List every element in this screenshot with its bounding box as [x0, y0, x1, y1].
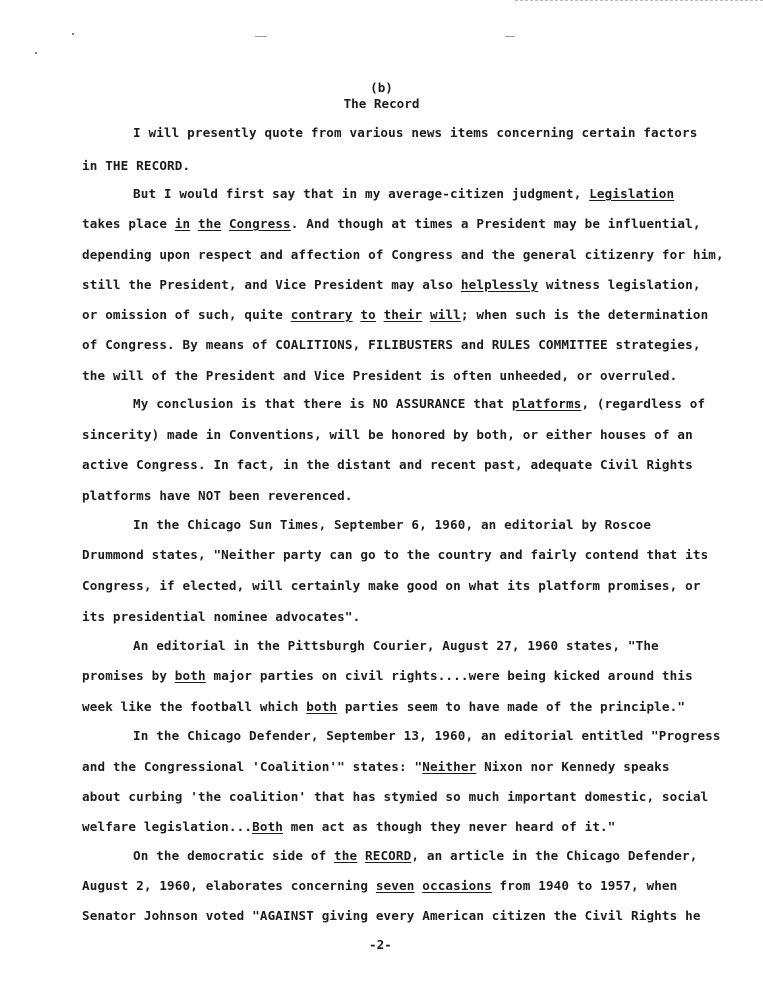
text-segment: active Congress. In fact, in the distant and recent past, adequate Civil Rights [82, 457, 693, 472]
text-segment: its presidential nominee advocates". [82, 609, 361, 624]
text-line [82, 699, 685, 714]
text-segment [357, 848, 365, 863]
text-line [82, 158, 190, 173]
text-segment: Drummond states, "Neither party can go to the country and fairly contend that its [82, 547, 709, 562]
text-segment: or omission of such, quite [82, 307, 291, 322]
text-line [82, 547, 708, 562]
text-segment: ; when such is the determination [460, 307, 709, 322]
text-segment [221, 216, 229, 231]
text-segment: On the democratic side of [133, 848, 335, 863]
text-segment: parties seem to have made of the principle." [337, 699, 686, 714]
text-line [82, 277, 701, 292]
text-segment [422, 307, 430, 322]
text-line [133, 638, 659, 653]
scan-speck [72, 33, 74, 35]
text-line [82, 307, 708, 322]
text-segment: An editorial in the Pittsburgh Courier, August 27, 1960 states, "The [133, 638, 659, 653]
text-segment: But I would first say that in my average-citizen judgment, [133, 186, 590, 201]
section-letter: (b) [370, 80, 393, 95]
text-segment: promises by [82, 668, 175, 683]
text-segment: In the Chicago Sun Times, September 6, 1960, an editorial by Roscoe [133, 517, 652, 532]
underlined-text: their [383, 307, 423, 322]
text-line [82, 488, 353, 503]
underlined-text: both [306, 699, 338, 714]
text-segment: about curbing 'the coalition' that has stymied so much important domestic, social [82, 789, 709, 804]
text-line [133, 517, 651, 532]
text-segment: Nixon nor Kennedy speaks [476, 759, 670, 774]
text-segment: witness legislation, [538, 277, 701, 292]
text-line [82, 759, 670, 774]
text-segment: . And though at times a President may be influential, [290, 216, 701, 231]
scan-speck [35, 52, 37, 54]
text-line [82, 908, 701, 923]
text-segment: My conclusion is that there is NO ASSURANCE that [133, 396, 512, 411]
text-segment: depending upon respect and affection of Congress and the general citizenry for him, [82, 247, 724, 262]
text-line [133, 186, 674, 201]
underlined-text: RECORD [364, 848, 412, 863]
text-segment: Congress, if elected, will certainly make good on what its platform promises, or [82, 578, 701, 593]
text-segment: In the Chicago Defender, September 13, 1960, an editorial entitled "Progress [133, 728, 721, 743]
underlined-text: platforms [511, 396, 582, 411]
top-dashed-border [515, 0, 763, 1]
text-segment: takes place [82, 216, 175, 231]
text-line [82, 609, 360, 624]
text-line [133, 125, 697, 140]
underlined-text: Neither [422, 759, 477, 774]
text-line [82, 789, 708, 804]
text-line [82, 216, 701, 231]
underlined-text: in [174, 216, 191, 231]
underlined-text: both [174, 668, 206, 683]
text-segment: , (regardless of [581, 396, 706, 411]
text-line [82, 247, 724, 262]
text-line [82, 668, 693, 683]
text-segment: welfare legislation... [82, 819, 253, 834]
text-segment: from 1940 to 1957, when [491, 878, 678, 893]
underlined-text: the [198, 216, 222, 231]
text-segment: men act as though they never heard of it." [283, 819, 616, 834]
text-segment: in THE RECORD. [82, 158, 191, 173]
text-line [82, 819, 616, 834]
text-line [82, 337, 701, 352]
text-line [82, 878, 677, 893]
text-line [133, 728, 721, 743]
underlined-text: the [334, 848, 358, 863]
section-title: The Record [343, 96, 420, 111]
text-segment: week like the football which [82, 699, 307, 714]
text-segment: the will of the President and Vice President is often unheeded, or overruled. [82, 368, 678, 383]
underlined-text: will [429, 307, 461, 322]
underlined-text: occasions [422, 878, 492, 893]
text-line [82, 457, 693, 472]
underlined-text: Congress [228, 216, 291, 231]
scan-mark [255, 36, 267, 37]
underlined-text: contrary [290, 307, 353, 322]
text-segment: , an article in the Chicago Defender, [411, 848, 698, 863]
underlined-text: to [360, 307, 376, 322]
underlined-text: helplessly [460, 277, 539, 292]
text-segment: August 2, 1960, elaborates concerning [82, 878, 376, 893]
scan-mark [505, 36, 515, 37]
text-segment [190, 216, 198, 231]
text-line [82, 427, 693, 442]
underlined-text: Legislation [589, 186, 675, 201]
text-segment: and the Congressional 'Coalition'" states: " [82, 759, 423, 774]
text-segment: I will presently quote from various news items concerning certain factors [133, 125, 698, 140]
text-segment: sincerity) made in Conventions, will be honored by both, or either houses of an [82, 427, 693, 442]
text-segment: still the President, and Vice President may also [82, 277, 461, 292]
text-line [133, 848, 697, 863]
text-segment: of Congress. By means of COALITIONS, FILIBUSTERS and RULES COMMITTEE strategies, [82, 337, 701, 352]
text-line [133, 396, 705, 411]
text-segment [376, 307, 384, 322]
page-number: -2- [369, 937, 392, 952]
text-line [82, 368, 677, 383]
underlined-text: Both [252, 819, 284, 834]
underlined-text: seven [375, 878, 415, 893]
text-segment: major parties on civil rights....were being kicked around this [205, 668, 693, 683]
text-line [82, 578, 701, 593]
text-segment: platforms have NOT been reverenced. [82, 488, 353, 503]
text-segment: Senator Johnson voted "AGAINST giving every American citizen the Civil Rights he [82, 908, 701, 923]
